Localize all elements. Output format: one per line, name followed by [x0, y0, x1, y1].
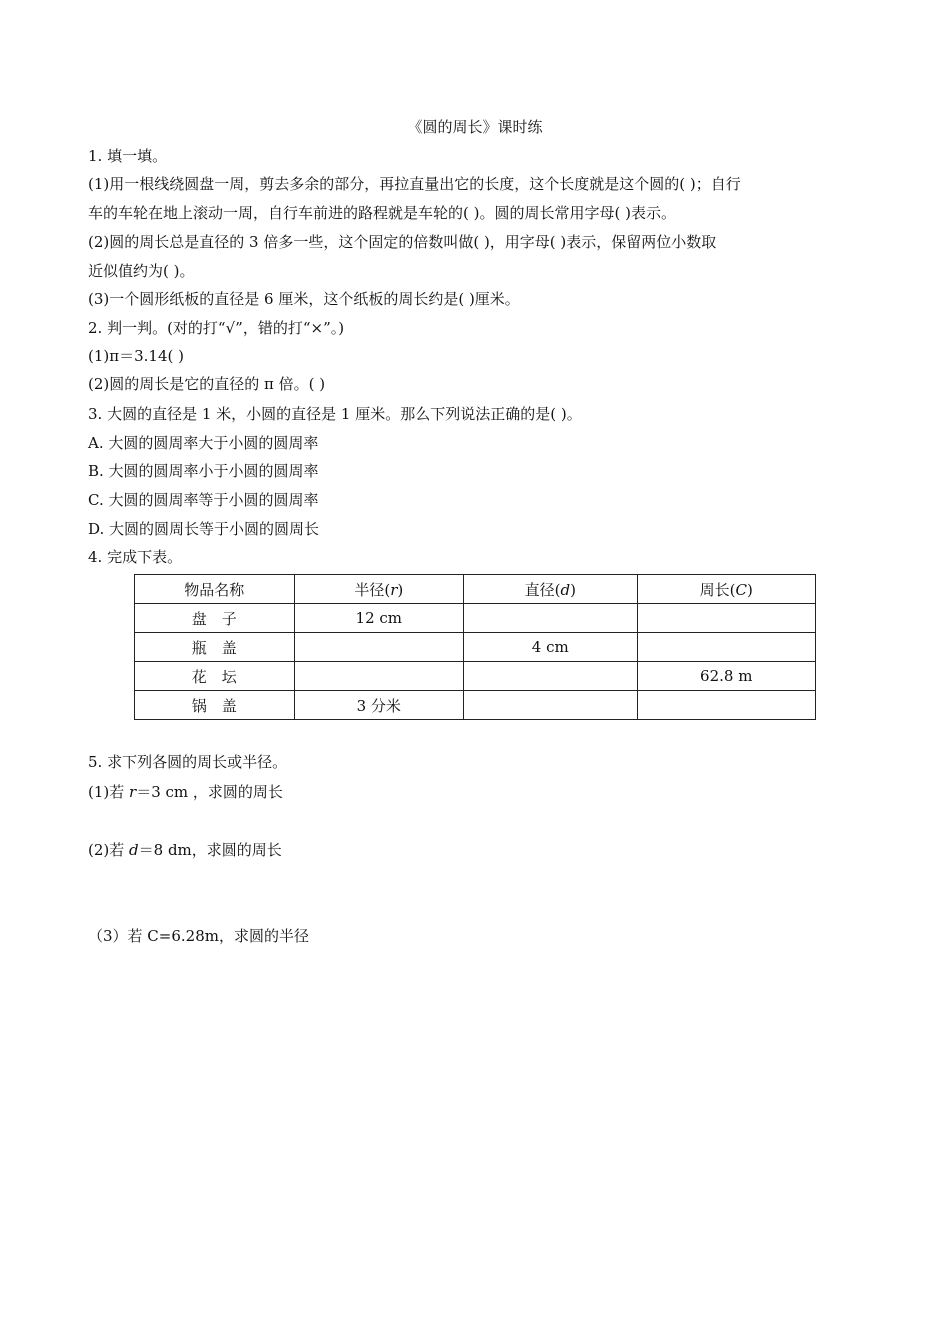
q1-heading: 1. 填一填。: [88, 147, 168, 165]
table-header-cell: 直径(d): [464, 575, 637, 604]
q2-p2: (2)圆的周长是它的直径的 π 倍。( ): [88, 375, 326, 393]
q1-p1-line1: (1)用一根线绕圆盘一周，剪去多余的部分，再拉直量出它的长度，这个长度就是这个圆的( )；自行: [88, 175, 741, 193]
q3-option-a: A. 大圆的圆周率大于小圆的圆周率: [88, 434, 319, 452]
q2-p1: (1)π＝3.14( ): [88, 347, 184, 365]
circle-table: [134, 574, 816, 720]
table-cell: 12 cm: [294, 604, 463, 633]
q2-heading: 2. 判一判。(对的打“√”，错的打“×”。): [88, 319, 345, 337]
q1-p2-line1: (2)圆的周长总是直径的 3 倍多一些，这个固定的倍数叫做( )，用字母( )表示，保留两位小数取: [88, 233, 717, 251]
table-row: [135, 662, 816, 691]
table-cell: 盘 子: [135, 604, 295, 633]
q5-heading: 5. 求下列各圆的周长或半径。: [88, 753, 288, 771]
table-cell: [637, 691, 816, 720]
table-cell: [464, 662, 637, 691]
table-row: [135, 633, 816, 662]
table-header-cell: 半径(r): [294, 575, 463, 604]
table-cell: [464, 604, 637, 633]
q1-p1-line2: 车的车轮在地上滚动一周，自行车前进的路程就是车轮的( )。圆的周长常用字母( )表示。: [88, 204, 676, 222]
table-cell: 62.8 m: [637, 662, 816, 691]
q1-p3: (3)一个圆形纸板的直径是 6 厘米，这个纸板的周长约是( )厘米。: [88, 290, 520, 308]
q3-option-c: C. 大圆的圆周率等于小圆的圆周率: [88, 491, 319, 509]
table-header-cell: 物品名称: [135, 575, 295, 604]
table-row: [135, 604, 816, 633]
table-cell: 花 坛: [135, 662, 295, 691]
table-cell: [294, 633, 463, 662]
table-row: [135, 691, 816, 720]
table-cell: 3 分米: [294, 691, 463, 720]
q3-heading: 3. 大圆的直径是 1 米，小圆的直径是 1 厘米。那么下列说法正确的是( )。: [88, 405, 582, 423]
q1-p2-line2: 近似值约为( )。: [88, 262, 195, 280]
table-header-cell: 周长(C): [637, 575, 816, 604]
table-cell: [637, 604, 816, 633]
table-cell: 瓶 盖: [135, 633, 295, 662]
q5-p3: （3）若 C=6.28m，求圆的半径: [88, 927, 309, 945]
table-cell: 4 cm: [464, 633, 637, 662]
q3-option-b: B. 大圆的圆周率小于小圆的圆周率: [88, 462, 319, 480]
table-cell: [464, 691, 637, 720]
table-cell: [294, 662, 463, 691]
table-cell: [637, 633, 816, 662]
q5-p2: (2)若 d＝8 dm，求圆的周长: [88, 841, 282, 859]
table-cell: 锅 盖: [135, 691, 295, 720]
page-title: 《圆的周长》课时练: [407, 118, 543, 136]
table-header-row: [135, 575, 816, 604]
q4-heading: 4. 完成下表。: [88, 548, 183, 566]
q5-p1: (1)若 r＝3 cm ，求圆的周长: [88, 783, 283, 801]
q3-option-d: D. 大圆的圆周长等于小圆的圆周长: [88, 520, 320, 538]
